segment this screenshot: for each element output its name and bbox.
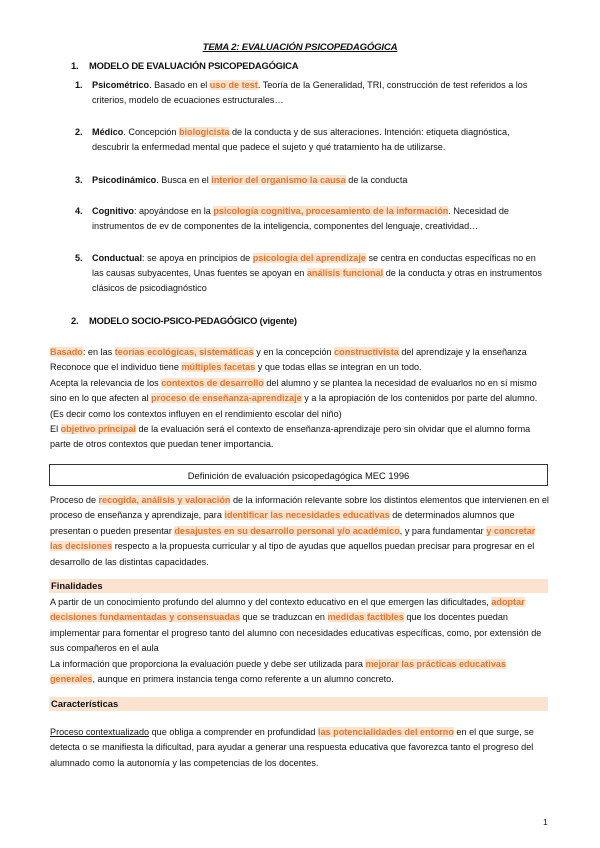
highlight: múltiples facetas	[181, 362, 256, 373]
text: y a la apropiación de los contenidos por parte del alumno. (Es decir como los contextos influyen en el rendimiento escolar del niño)	[50, 393, 538, 419]
model-label: Médico	[92, 127, 124, 137]
section-2-title: MODELO SOCIO-PSICO-PEDAGÓGICO (vigente)	[89, 315, 297, 326]
text: de determinados alumnos que presentan o pueden presentar	[50, 510, 515, 536]
text: del alumno y se plantea la necesidad de evaluarlos no en sí mismo sino en lo que afecten al	[50, 377, 537, 404]
basado-label: Basado	[50, 347, 83, 357]
section-1-heading	[71, 60, 298, 71]
highlight: mejorar las prácticas educativas generales	[50, 658, 506, 685]
caracteristicas-heading: Características	[49, 697, 548, 711]
highlight: las potencialidades del entorno	[317, 727, 454, 737]
model-label: Psicodinámico	[92, 175, 157, 185]
model-text: . Concepción	[123, 127, 179, 137]
highlight: contextos de desarrollo	[161, 377, 264, 388]
text: y en la concepción	[253, 347, 335, 357]
model-text: . Teoría de la Generalidad, TRI, construcción de test referidos a los criterios, modelo de ecuaciones estructurales…	[92, 80, 528, 105]
model-text: . Necesidad de instrumentos de ev de componentes de la inteligencia, componentes del lenguaje, creatividad…	[92, 206, 509, 231]
text: respecto a la propuesta curricular y al tipo de ayudas que aquellos puedan precisar para progresar en el desarrollo de las distintas capacidades.	[50, 541, 535, 567]
model-number: 3.	[75, 175, 83, 185]
model-highlight: psicología cognitiva, procesamiento de la información	[213, 206, 449, 216]
text: : en las	[82, 347, 115, 357]
definition-paragraph	[50, 493, 550, 570]
highlight: y concretar las decisiones	[50, 525, 536, 552]
highlight: medidas factibles	[327, 612, 404, 623]
model-highlight: interior del organismo la causa	[211, 175, 346, 185]
model-text: . Busca en el	[156, 175, 212, 185]
model-number: 2.	[75, 127, 83, 137]
basado-paragraph	[50, 345, 550, 453]
model-item-psicodinamico	[75, 173, 545, 188]
highlight: adoptar decisiones fundamentadas y consensuadas	[50, 597, 525, 623]
model-number: 5.	[75, 253, 83, 263]
highlight: recogida, análisis y valoración	[98, 495, 231, 505]
highlight: proceso de enseñanza-aprendizaje	[151, 393, 302, 404]
section-2-heading	[71, 315, 297, 326]
text: en el que surge, se detecta o se manifiesta la dificultad, para ayudar a generar una respuesta educativa que favorezca tanto el progreso del alumnado como la autonomía y las competencias de los docentes.	[50, 727, 534, 768]
highlight: teorías ecológicas, sistemáticas	[114, 347, 254, 357]
text: de la evaluación será el contexto de enseñanza-aprendizaje pero sin olvidar que el alumno forma parte de otros contextos que puedan tener importancia.	[50, 424, 531, 450]
underlined-text: Proceso contextualizado	[50, 727, 150, 737]
text: que los docentes puedan implementar para fomentar el progreso tanto del alumno con necesidades educativas específicas, como, por extensión de sus compañeros en el aula	[50, 612, 542, 654]
model-label: Cognitivo	[92, 206, 134, 216]
section-2-number: 2.	[71, 315, 79, 326]
model-text: . Basado en el	[149, 80, 210, 90]
caracteristicas-paragraph	[50, 725, 550, 771]
model-highlight: uso de test	[209, 80, 258, 90]
text: A partir de un conocimiento profundo del alumno y del contexto educativo en el que emergen las dificultades,	[50, 597, 492, 607]
model-text: de la conducta y otras en instrumentos clásicos de psicodiagnóstico	[92, 268, 542, 293]
finalidades-heading: Finalidades	[49, 579, 548, 593]
text: Reconoce que el individuo tiene	[50, 362, 182, 373]
model-highlight: psicología del aprendizaje	[252, 253, 366, 263]
model-text: se centra en conductas específicas no en las causas subyacentes, Unas fuentes se apoyan en	[92, 253, 536, 278]
highlight: objetivo principal	[60, 424, 136, 435]
text: Proceso de	[50, 495, 99, 505]
text: , y para fundamentar	[399, 525, 487, 536]
text: Acepta la relevancia de los	[50, 377, 162, 388]
model-highlight: análisis funcional	[306, 268, 384, 278]
text: La información que proporciona la evaluación puede y debe ser utilizada para	[50, 658, 366, 669]
model-label: Psicométrico	[92, 80, 150, 90]
page-number: 1	[543, 817, 548, 827]
model-item-cognitivo	[75, 204, 545, 234]
model-number: 1.	[75, 80, 83, 90]
highlight: desajustes en su desarrollo personal y/o académico	[174, 525, 400, 536]
model-text: de la conducta y de sus alteraciones. Intención: etiqueta diagnóstica, descubrir la enfermedad mental que padece el sujeto y qué tratamiento ha de utilizarse.	[92, 127, 510, 152]
model-text: : se apoya en principios de	[142, 253, 253, 263]
section-1-number: 1.	[71, 60, 79, 71]
model-label: Conductual	[92, 253, 143, 263]
text: que se traduzcan en	[240, 612, 328, 623]
highlight: identificar las necesidades educativas	[224, 510, 390, 521]
model-highlight: biologicista	[178, 127, 230, 137]
text: del aprendizaje y la enseñanza	[398, 347, 527, 357]
model-item-conductual	[75, 251, 545, 296]
model-text: : apoyándose en la	[133, 206, 214, 216]
model-item-medico	[75, 125, 545, 155]
text: y que todas ellas se integran en un todo.	[255, 362, 422, 373]
section-1-title: MODELO DE EVALUACIÓN PSICOPEDAGÓGICA	[89, 60, 299, 71]
highlight: constructivista	[334, 347, 399, 357]
text: que obliga a comprender en profundidad	[149, 727, 318, 737]
model-item-psicometrico	[75, 78, 545, 108]
definition-box: Definición de evaluación psicopedagógica MEC 1996	[49, 464, 548, 486]
document-title: TEMA 2: EVALUACIÓN PSICOPEDAGÓGICA	[202, 42, 398, 53]
text: de la información relevante sobre los distintos elementos que intervienen en el proceso de enseñanza y aprendizaje, para	[50, 495, 549, 521]
finalidades-paragraph	[50, 595, 550, 687]
text: El	[50, 424, 61, 435]
model-number: 4.	[75, 206, 83, 216]
model-text: de la conducta	[345, 175, 408, 185]
text: , aunque en primera instancia tenga como referente a un alumno concreto.	[92, 674, 394, 685]
